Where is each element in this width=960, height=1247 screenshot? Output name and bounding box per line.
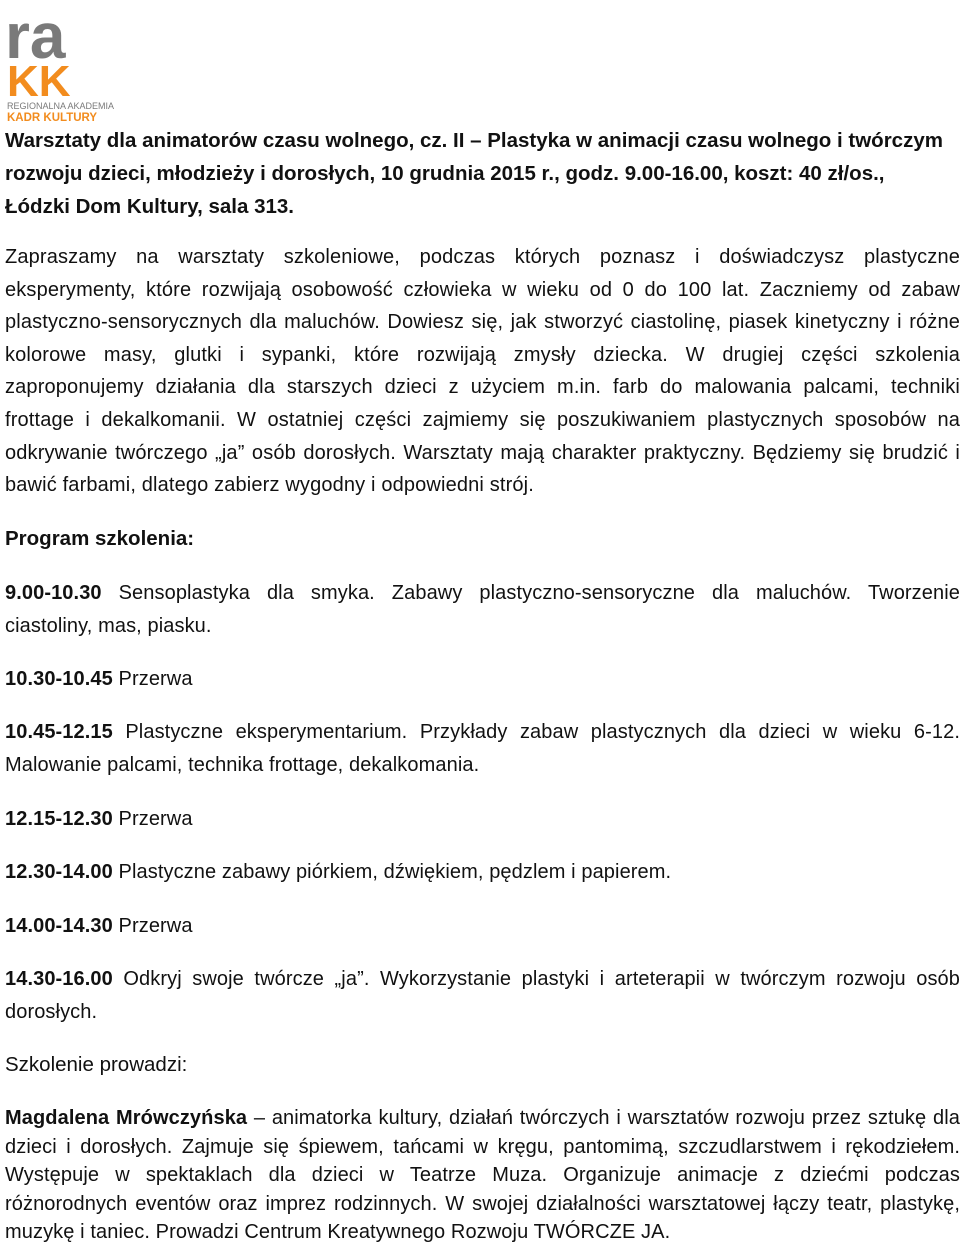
logo-line1: REGIONALNA AKADEMIA [7,101,115,111]
logo-graphic [5,6,115,122]
trainer-bio [5,1104,960,1247]
trainer-heading: Szkolenie prowadzi: [5,1053,188,1076]
program-heading: Program szkolenia: [5,527,195,550]
trainer-bio-text: – animatorka kultury, działań twórczych i warsztatów rozwoju przez sztukę dla dzieci i dorosłych. Zajmuje się śpiewem, tańcami w kręgu, pantomimą, szczudlarstwem i rękodziełem. Występuje w spektaklach dla dzieci w Teatrze Muza. Organizuje animacje z dziećmi podczas różnorodnych eventów oraz imprez rodzinnych. W swojej działalności warsztatowej łączy teatr, plastykę, muzykę i taniec. Prowadzi Centrum Kreatywnego Rozwoju TWÓRCZE JA. [5,1107,960,1244]
program-time: 9.00-10.30 [5,582,102,604]
logo-line2: KADR KULTURY [7,112,98,122]
program-item [5,577,960,643]
program-time: 10.45-12.15 [5,721,113,743]
program-item [5,910,960,943]
program-item [5,716,960,782]
page-title: Warsztaty dla animatorów czasu wolnego, cz. II – Plastyka w animacji czasu wolnego i twórczym rozwoju dzieci, młodzieży i dorosłych, 10 grudnia 2015 r., godz. 9.00-16.00, koszt: 40 zł/os., Łódzki Dom Kultury, sala 313. [5,129,943,218]
program-item [5,803,960,836]
logo-mark-top: ra [5,6,66,72]
program-text: Plastyczne eksperymentarium. Przykłady zabaw plastycznych dla dzieci w wieku 6-12. Malowanie palcami, technika frottage, dekalkomania. [5,721,960,776]
program-text: Sensoplastyka dla smyka. Zabawy plastyczno-sensoryczne dla maluchów. Tworzenie ciastoliny, mas, piasku. [5,582,960,637]
trainer-name: Magdalena Mrówczyńska [5,1107,248,1129]
program-item [5,663,960,696]
program-time: 14.30-16.00 [5,968,113,990]
program-item [5,856,960,889]
logo-mark-bottom: KK [7,57,71,106]
program-time: 12.15-12.30 [5,808,113,830]
logo [5,6,115,122]
program-item [5,963,960,1029]
program-text: Przerwa [112,808,193,830]
program-time: 14.00-14.30 [5,915,113,937]
program-text: Plastyczne zabawy piórkiem, dźwiękiem, pędzlem i papierem. [112,861,672,883]
program-time: 10.30-10.45 [5,668,113,690]
program-text: Odkryj swoje twórcze „ja”. Wykorzystanie plastyki i arteterapii w twórczym rozwoju osób dorosłych. [5,968,960,1023]
program-text: Przerwa [112,668,193,690]
intro-paragraph: Zapraszamy na warsztaty szkoleniowe, podczas których poznasz i doświadczysz plastyczne eksperymenty, które rozwijają osobowość człowieka w wieku od 0 do 100 lat. Zaczniemy od zabaw plastyczno-sensorycznych dla maluchów. Dowiesz się, jak stworzyć ciastolinę, piasek kinetyczny i różne kolorowe masy, glutki i sypanki, które rozwijają zmysły dziecka. W drugiej części szkolenia zaproponujemy działania dla starszych dzieci z użyciem m.in. farb do malowania palcami, techniki frottage i dekalkomanii. W ostatniej części zajmiemy się poszukiwaniem plastycznych sposobów na odkrywanie twórczego „ja” osób dorosłych. Warsztaty mają charakter praktyczny. Będziemy się brudzić i bawić farbami, dlatego zabierz wygodny i odpowiedni strój. [5,246,960,497]
program-text: Przerwa [112,915,193,937]
program-time: 12.30-14.00 [5,861,113,883]
